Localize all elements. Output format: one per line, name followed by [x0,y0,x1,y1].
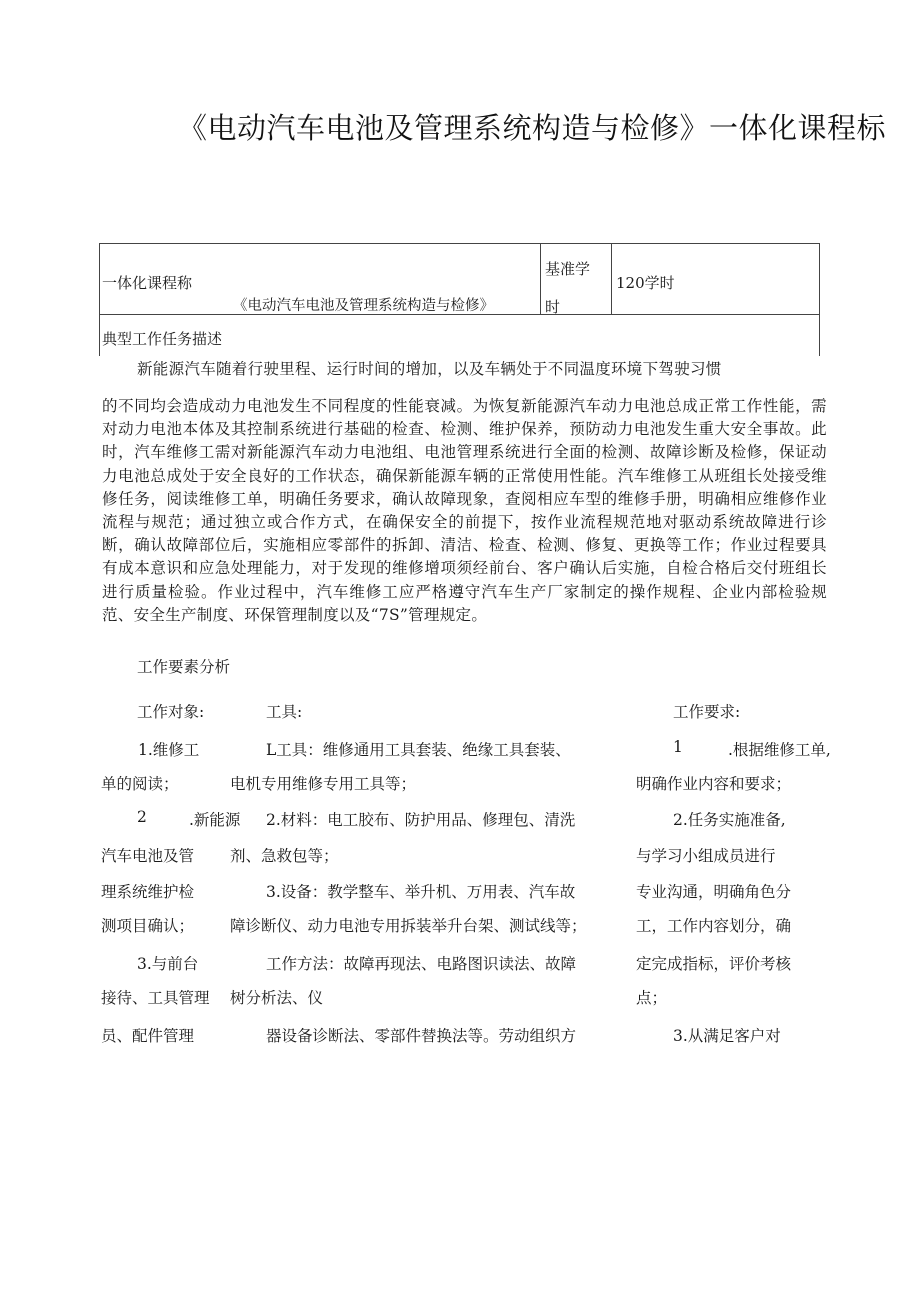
object-line: 1.维修工 [138,741,200,759]
requirements-heading: 工作要求: [673,703,741,721]
intro-line: 新能源汽车随着行驶里程、运行时间的增加，以及车辆处于不同温度环境下驾驶习惯 [137,360,722,378]
requirement-line: 点； [636,989,668,1007]
tool-line: L工具：维修通用工具套装、绝缘工具套装、 [266,741,571,759]
tool-line: 树分析法、仪 [230,989,324,1007]
requirement-line: 与学习小组成员进行 [636,847,776,865]
requirement-line: 专业沟通，明确角色分 [636,883,792,901]
base-hours-label-cont: 时 [545,298,561,316]
base-hours-value: 120学时 [616,274,675,292]
tool-line: 工作方法：故障再现法、电路图识读法、故障 [266,955,577,973]
course-info-table [99,243,820,315]
tool-line: 剂、急救包等； [230,847,339,865]
object-line: .新能源 [189,811,241,829]
task-desc-label: 典型工作任务描述 [102,330,223,348]
object-line: 单的阅读； [101,775,179,793]
table-divider [611,244,612,314]
tool-line: 器设备诊断法、零部件替换法等。劳动组织方 [266,1027,577,1045]
course-name-label: 一体化课程称 [102,274,193,292]
base-hours-label: 基准学 [545,260,591,278]
object-line: 理系统维护检 [101,883,195,901]
requirement-line: 1 [673,738,683,756]
object-line: 测项目确认； [101,917,195,935]
tool-line: 3.设备：教学整车、举升机、万用表、汽车故 [266,883,576,901]
task-description-paragraph: 的不同均会造成动力电池发生不同程度的性能衰减。为恢复新能源汽车动力电池总成正常工作性能，需对动力电池本体及其控制系统进行基础的检查、检测、维护保养，预防动力电池发生重大安全事故。此时，汽车维修工需对新能源汽车动力电池组、电池管理系统进行全面的检测、故障诊断及检修，保证动力电池总成处于安全良好的工作状态，确保新能源车辆的正常使用性能。汽车维修工从班组长处接受维修任务，阅读维修工单，明确任务要求，确认故障现象，查阅相应车型的维修手册，明确相应维修作业流程与规范；通过独立或合作方式，在确保安全的前提下，按作业流程规范地对驱动系统故障进行诊断，确认故障部位后，实施相应零部件的拆卸、清洁、检查、检测、修复、更换等工作；作业过程要具有成本意识和应急处理能力，对于发现的维修增项须经前台、客户确认后实施，自检合格后交付班组长进行质量检验。作业过程中，汽车维修工应严格遵守汽车生产厂家制定的操作规程、企业内部检验规范、安全生产制度、环保管理制度以及“7S”管理规定。 [102,397,827,624]
object-line: 汽车电池及管 [101,847,195,865]
requirement-line: 定完成指标，评价考核 [636,955,792,973]
requirement-line: 工，工作内容划分，确 [636,917,792,935]
object-heading: 工作对象: [137,703,205,721]
requirement-line: 明确作业内容和要求； [636,775,792,793]
tool-line: 电机专用维修专用工具等； [230,775,417,793]
requirement-line: .根据维修工单, [728,741,831,759]
object-line: 3.与前台 [137,955,199,973]
tool-line: 2.材料：电工胶布、防护用品、修理包、清洗 [266,811,576,829]
table-divider [540,244,541,314]
object-line: 员、配件管理 [101,1027,195,1045]
object-line: 接待、工具管理 [101,989,210,1007]
analysis-heading: 工作要素分析 [137,658,231,676]
tool-line: 障诊断仪、动力电池专用拆装举升台架、测试线等； [230,917,587,935]
task-desc-row [99,314,820,356]
tools-heading: 工具: [266,703,303,721]
course-name-value: 《电动汽车电池及管理系统构造与检修》 [233,298,494,314]
document-title: 《电动汽车电池及管理系统构造与检修》一体化课程标 [178,111,887,145]
requirement-line: 3.从满足客户对 [673,1027,781,1045]
requirement-line: 2.任务实施准备, [673,811,786,829]
object-line: 2 [137,808,147,826]
